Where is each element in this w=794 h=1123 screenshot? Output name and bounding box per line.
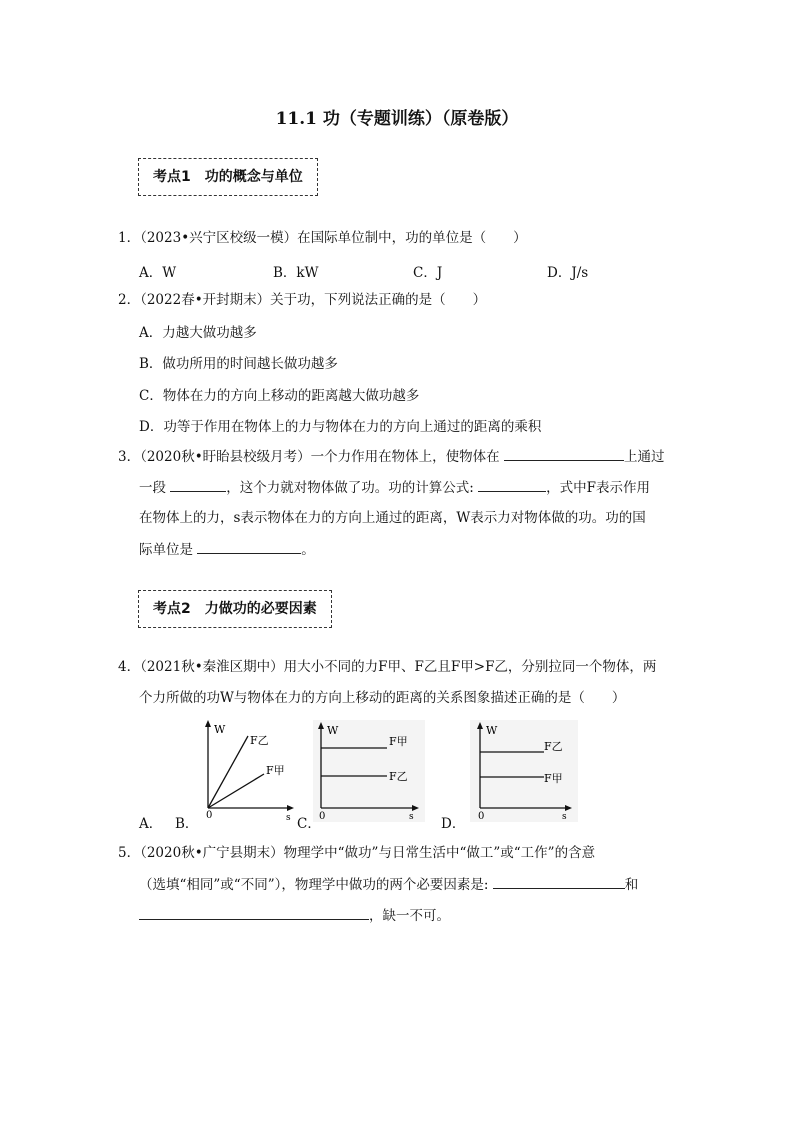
- question-5-line-3: [139, 905, 450, 926]
- q4-option-d: D．: [441, 816, 466, 832]
- line-f-yi: [208, 736, 248, 808]
- question-5-line-2: [139, 874, 638, 895]
- question-4-line-2: 个力所做的功W与物体在力的方向上移动的距离的关系图象描述正确的是（ ）: [139, 690, 626, 706]
- q3-blank-4[interactable]: [197, 539, 301, 554]
- q3-text: 际单位是: [139, 542, 193, 558]
- q3-text: 一段: [139, 480, 166, 496]
- f-yi-label: F乙: [544, 740, 563, 753]
- q1-option-a: A．W: [139, 265, 177, 281]
- s-label: s: [409, 812, 414, 822]
- q5-blank-2[interactable]: [139, 905, 369, 920]
- graph-option-d: [470, 720, 578, 822]
- q3-text: ，这个力就对物体做了功。功的计算公式:: [226, 480, 474, 496]
- origin-label: 0: [206, 810, 213, 821]
- question-3-line-4: [139, 539, 315, 560]
- q2-option-c: C．物体在力的方向上移动的距离越大做功越多: [139, 388, 420, 404]
- question-2-stem: 2．（2022春•开封期末）关于功，下列说法正确的是（ ）: [118, 292, 487, 308]
- line-f-jia: [208, 774, 264, 808]
- question-1-stem: 1．（2023•兴宁区校级一模）在国际单位制中，功的单位是（ ）: [118, 230, 527, 246]
- question-3-line-1: [118, 446, 664, 467]
- graph-option-b: [196, 718, 300, 824]
- q5-text: ，缺一不可。: [369, 908, 450, 924]
- q2-option-a: A．力越大做功越多: [139, 325, 257, 341]
- w-label: W: [486, 724, 498, 737]
- f-jia-label: F甲: [389, 735, 408, 748]
- q1-option-d: D．J/s: [547, 265, 589, 281]
- question-5-line-1: 5．（2020秋•广宁县期末）物理学中“做功”与日常生活中“做工”或“工作”的含意: [118, 845, 596, 861]
- q3-text: 。: [301, 542, 315, 558]
- q4-option-b: B．: [175, 816, 199, 832]
- question-3-line-2: [139, 477, 650, 498]
- s-label: s: [286, 813, 291, 823]
- section-heading-2: 考点2 力做功的必要因素: [138, 590, 332, 628]
- q5-blank-1[interactable]: [493, 874, 625, 889]
- w-axis-arrow: [205, 720, 211, 727]
- w-label: W: [214, 723, 226, 736]
- question-4-line-1: 4．（2021秋•秦淮区期中）用大小不同的力F甲、F乙且F甲>F乙，分别拉同一个物体，两: [118, 659, 657, 675]
- q3-text: ，式中F表示作用: [546, 480, 651, 496]
- q3-text: 3．（2020秋•盱眙县校级月考）一个力作用在物体上，使物体在: [118, 449, 500, 465]
- f-yi-label: F乙: [389, 770, 408, 783]
- page-title: 11.1 功（专题训练）（原卷版）: [275, 109, 519, 129]
- origin-label: 0: [478, 811, 485, 822]
- q5-text: 和: [624, 877, 639, 893]
- q5-text: （选填“相同”或“不同”），物理学中做功的两个必要因素是:: [139, 877, 489, 893]
- f-jia-label: F甲: [544, 772, 563, 785]
- q4-option-a: A．: [139, 816, 163, 832]
- s-label: s: [562, 812, 567, 822]
- q4-option-c: C．: [297, 816, 321, 832]
- q1-option-b: B．kW: [273, 265, 319, 281]
- section-heading-1: 考点1 功的概念与单位: [138, 158, 318, 196]
- origin-label: 0: [319, 811, 326, 822]
- f-jia-label: F甲: [266, 764, 285, 777]
- q2-option-b: B．做功所用的时间越长做功越多: [139, 356, 338, 372]
- q3-text: 上通过: [623, 449, 665, 465]
- w-label: W: [327, 724, 339, 737]
- s-axis-arrow: [287, 805, 294, 811]
- q2-option-d: D．功等于作用在物体上的力与物体在力的方向上通过的距离的乘积: [139, 419, 542, 435]
- q3-blank-3[interactable]: [478, 477, 546, 492]
- question-3-line-3: 在物体上的力，s表示物体在力的方向上通过的距离，W表示力对物体做的功。功的国: [139, 510, 646, 526]
- graph-option-c: [313, 720, 425, 822]
- q3-blank-1[interactable]: [504, 446, 624, 461]
- q3-blank-2[interactable]: [170, 477, 226, 492]
- q1-option-c: C．J: [413, 265, 443, 281]
- f-yi-label: F乙: [250, 734, 269, 747]
